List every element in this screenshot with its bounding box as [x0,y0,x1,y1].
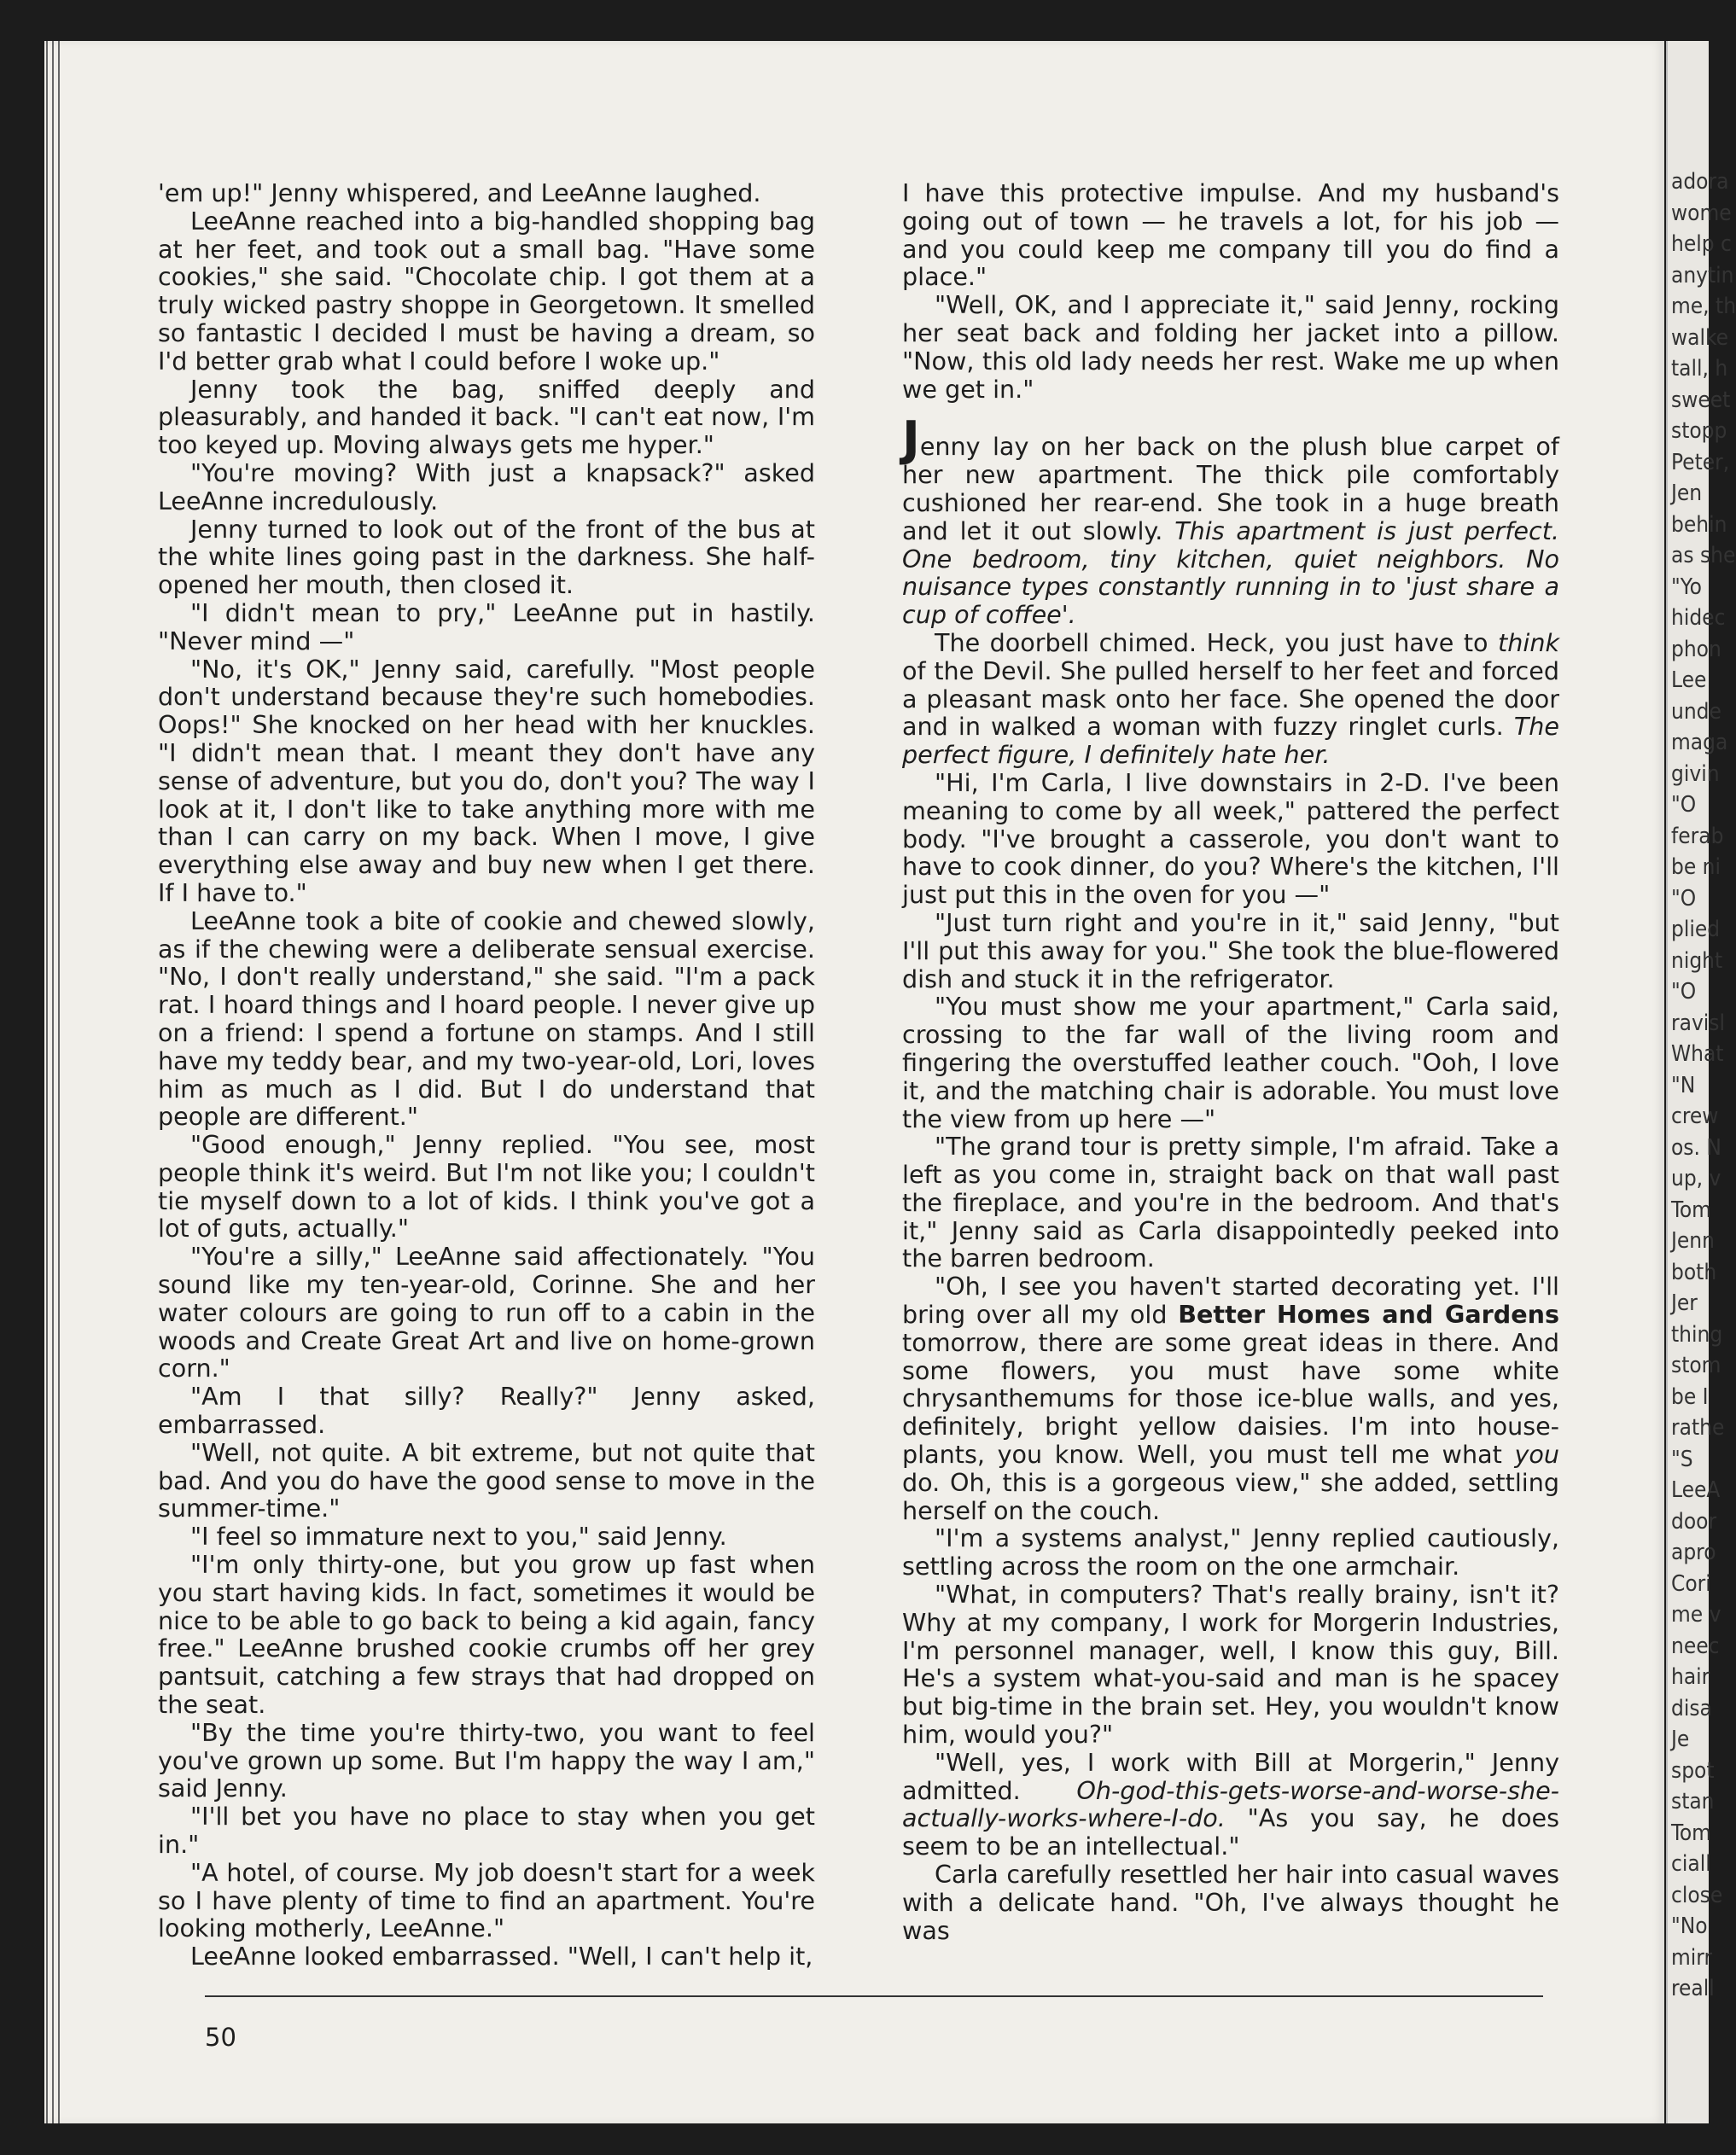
next-page-text-fragment: hidec [1671,605,1726,631]
paragraph: "What, in computers? That's really brainy, isn't it? Why at my company, I work for Morgerin Industries, I'm personnel manager, well, I know this guy, Bill. He's a system what-you-said and man is he spacey but big-time in the brain set. Hey, you wouldn't know him, would you?" [902,1580,1559,1750]
page-number: 50 [205,2023,236,2052]
next-page-text-fragment: LeeA [1671,1477,1721,1503]
next-page-text-fragment: ravisl [1671,1010,1725,1036]
next-page-text-fragment: disa [1671,1695,1712,1721]
paragraph: "I'm only thirty-one, but you grow up fast when you start having kids. In fact, sometimes it would be nice to be able to go back to being a kid again, fancy free." LeeAnne brushed cookie crumbs off her grey pantsuit, catching a few strays that had dropped on the seat. [158,1550,815,1720]
next-page-text-fragment: be I [1671,1383,1709,1410]
next-page-text-fragment: mirr [1671,1944,1713,1971]
next-page-text-fragment: "Yo [1671,574,1702,600]
italic-thought: The perfect figure, I definitely hate her. [902,712,1560,770]
next-page-text-fragment: tall, h [1671,356,1728,381]
paragraph: "You must show me your apartment," Carla said, crossing to the far wall of the living room and fingering the overstuffed leather couch. "Ooh, I love it, and the matching chair is adorable. You must love the view from up here —" [902,992,1559,1133]
next-page-text-fragment: night [1671,947,1723,974]
next-page-text-fragment: neec [1671,1633,1720,1659]
paragraph: "You're moving? With just a knapsack?" asked LeeAnne incredulously. [158,457,815,515]
footer-rule [205,1995,1543,1997]
paragraph: "By the time you're thirty-two, you want to feel you've grown up some. But I'm happy the way I am," said Jenny. [158,1717,815,1803]
section-opening-paragraph: Jenny lay on her back on the plush blue carpet of her new apartment. The thick pile comfortably cushioned her rear-end. She took in a huge breath and let it out slowly. This apartment is just perfect. One bedroom, tiny kitchen, quiet neighbors. No nuisance types constantly running in to 'just share a cup of coffee'. [902,411,1559,630]
next-page-text-fragment: "O [1671,979,1697,1005]
next-page-text-fragment: "N [1671,1072,1696,1098]
paragraph: I have this protective impulse. And my husband's going out of town — he travels a lot, for his job — and you could keep me company till you do find a place." [902,178,1559,292]
next-page-text-fragment: "O [1671,792,1697,818]
next-page-text-fragment: Jen [1671,481,1703,506]
next-page-text-fragment: rathe [1671,1415,1725,1441]
drop-cap: J [902,411,920,468]
next-page-text-fragment: anytin [1671,262,1734,288]
next-page-text-fragment: plied [1671,917,1721,942]
next-page-text-fragment: "No [1671,1913,1708,1939]
next-page-edge [1666,41,1736,2123]
paragraph: "I'm a systems analyst," Jenny replied cautiously, settling across the room on the one armchair. [902,1523,1559,1581]
next-page-text-fragment: wome [1671,200,1732,226]
next-page-text-fragment: unde [1671,698,1721,725]
next-page-text-fragment: close [1671,1882,1723,1908]
next-page-text-fragment: crew [1671,1104,1719,1129]
paragraph: "Well, OK, and I appreciate it," said Jenny, rocking her seat back and folding her jacket into a pillow. "Now, this old lady needs her rest. Wake me up when we get in." [902,290,1559,404]
next-page-text-fragment: os. N [1671,1134,1721,1161]
next-page-text-fragment: me v [1671,1602,1721,1628]
next-page-text-fragment: thing [1671,1321,1723,1348]
next-page-text-fragment: ferab [1671,823,1724,849]
paragraph: The doorbell chimed. Heck, you just have to think of the Devil. She pulled herself to her feet and forced a pleasant mask onto her face. She opened the door and in walked a woman with fuzzy ringlet curls. The perfect figure, I definitely hate her. [902,627,1560,770]
next-page-text-fragment: maga [1671,730,1728,755]
paragraph: LeeAnne reached into a big-handled shopping bag at her feet, and took out a small bag. "Have some cookies," she said. "Chocolate chip. I got them at a truly wicked pastry shoppe in Georgetown. It smelled so fantastic I decided I must be having a dream, so I'd better grab what I could before I woke up." [158,206,815,376]
next-page-text-fragment: Je [1671,1727,1690,1752]
paragraph: "A hotel, of course. My job doesn't start for a week so I have plenty of time to find an apartment. You're looking motherly, LeeAnne." [158,1857,815,1943]
paragraph: "Just turn right and you're in it," said Jenny, "but I'll put this away for you." She took the blue-flowered dish and stuck it in the refrigerator. [902,907,1559,993]
next-page-text-fragment: Tom [1671,1197,1711,1223]
next-page-text-fragment: door [1671,1508,1717,1535]
next-page-text-fragment: stan [1671,1789,1715,1814]
binding-edge [44,41,63,2123]
next-page-text-fragment: help c [1671,231,1732,257]
next-page-text-fragment: Lee [1671,667,1707,693]
next-page-text-fragment: givin [1671,760,1720,787]
next-page-text-fragment: "S [1671,1446,1693,1472]
paragraph: LeeAnne looked embarrassed. "Well, I can't help it, [190,1942,813,1972]
paragraph: Jenny took the bag, sniffed deeply and pleasurably, and handed it back. "I can't eat now, I'm too keyed up. Moving always gets me hyper." [158,374,815,460]
next-page-text-fragment: hair [1671,1664,1710,1690]
magazine-title: Better Homes and Gardens [1178,1300,1559,1330]
next-page-text-fragment: adora [1671,169,1729,195]
paragraph: Carla carefully resettled her hair into casual waves with a delicate hand. "Oh, I've always thought he was [902,1860,1559,1945]
paragraph: "Am I that silly? Really?" Jenny asked, embarrassed. [158,1382,815,1440]
paragraph: "I'll bet you have no place to stay when you get in." [158,1802,815,1860]
paragraph: "Good enough," Jenny replied. "You see, most people think it's weird. But I'm not like you; I couldn't tie myself down to a lot of kids. I think you've got a lot of guts, actually." [158,1130,815,1243]
next-page-text-fragment: be ni [1671,854,1721,880]
next-page-text-fragment: reall [1671,1976,1715,2001]
right-text-column [902,179,1559,1944]
next-page-text-fragment: Peter, [1671,449,1730,475]
paragraph: "Oh, I see you haven't started decorating yet. I'll bring over all my old Better Homes and Gardens tomorrow, there are some great ideas in there. And some flowers, you must have some white chrysanthemums for those ice-blue walls, and yes, definitely, bright yellow daisies. I'm into house-plants, you know. Well, you must tell me what you do. Oh, this is a gorgeous view," she added, settling herself on the couch. [902,1272,1560,1525]
paragraph: "You're a silly," LeeAnne said affectionately. "You sound like my ten-year-old, Corinne. She and her water colours are going to run off to a cabin in the woods and Create Great Art and live on home-grown corn." [158,1242,815,1383]
paragraph: 'em up!" Jenny whispered, and LeeAnne laughed. [158,178,761,207]
next-page-text-fragment: Jer [1671,1290,1698,1316]
next-page-text-fragment: Tom [1671,1820,1711,1846]
paragraph: "I feel so immature next to you," said Jenny. [190,1522,727,1552]
paragraph: LeeAnne took a bite of cookie and chewed slowly, as if the chewing were a deliberate sensual exercise. "No, I don't really understand," she said. "I'm a pack rat. I hoard things and I hoard people. I never give up on a friend: I spend a fortune on stamps. And I still have my teddy bear, and my two-year-old, Lori, loves him as much as I did. But I do understand that people are different." [158,906,815,1132]
next-page-text-fragment: "O [1671,885,1697,912]
paragraph: "I didn't mean to pry," LeeAnne put in hastily. "Never mind —" [158,597,815,655]
next-page-text-fragment: as she [1671,543,1736,568]
next-page-text-fragment: behin [1671,511,1727,538]
left-text-column [158,179,815,1971]
next-page-text-fragment: apro [1671,1540,1716,1565]
italic-thought: This apartment is just perfect. One bedroom, tiny kitchen, quiet neighbors. No nuisance types constantly running in to 'just share a cup of coffee'. [902,515,1559,630]
next-page-text-fragment: spot [1671,1757,1715,1784]
next-page-text-fragment: stopp [1671,418,1727,444]
next-page-text-fragment: Cori [1671,1570,1711,1597]
next-page-text-fragment: ciall [1671,1851,1711,1877]
paragraph: "The grand tour is pretty simple, I'm afraid. Take a left as you come in, straight back on that wall past the fireplace, and you're in the bedroom. And that's it," Jenny said as Carla disappointedly peeked into the barren bedroom. [902,1132,1559,1273]
next-page-text-fragment: phon [1671,636,1721,662]
next-page-text-fragment: walke [1671,324,1728,351]
next-page-text-fragment: both [1671,1259,1717,1285]
next-page-text-fragment: What [1671,1041,1724,1067]
next-page-text-fragment: up, v [1671,1166,1721,1191]
paragraph: Jenny turned to look out of the front of the bus at the white lines going past in the darkness. She half-opened her mouth, then closed it. [158,514,815,600]
next-page-text-fragment: Jenn [1671,1228,1715,1254]
paragraph: "Well, yes, I work with Bill at Morgerin," Jenny admitted. Oh-god-this-gets-worse-and-worse-she-actually-works-where-I-do. "As you say, he does seem to be an intellectual." [902,1747,1559,1861]
next-page-text-fragment: stom [1671,1353,1721,1378]
paragraph: "Hi, I'm Carla, I live downstairs in 2-D. I've been meaning to come by all week," pattered the perfect body. "I've brought a casserole, you don't want to have to cook dinner, do you? Where's the kitchen, I'll just put this in the oven for you —" [902,767,1559,910]
paragraph: "No, it's OK," Jenny said, carefully. "Most people don't understand because they're such homebodies. Oops!" She knocked on her head with her knuckles. "I didn't mean that. I meant they don't have any sense of adventure, but you do, don't you? The way I look at it, I don't like to take anything more with me than I can carry on my back. When I move, I give everything else away and buy new when I get there. If I have to." [158,654,815,907]
next-page-text-fragment: me, th [1671,294,1736,319]
paragraph: "Well, not quite. A bit extreme, but not quite that bad. And you do have the good sense to move in the summer-time." [158,1437,815,1523]
italic-thought: Oh-god-this-gets-worse-and-worse-she-actually-works-where-I-do. [902,1775,1559,1833]
next-page-text-fragment: sweet [1671,387,1731,413]
